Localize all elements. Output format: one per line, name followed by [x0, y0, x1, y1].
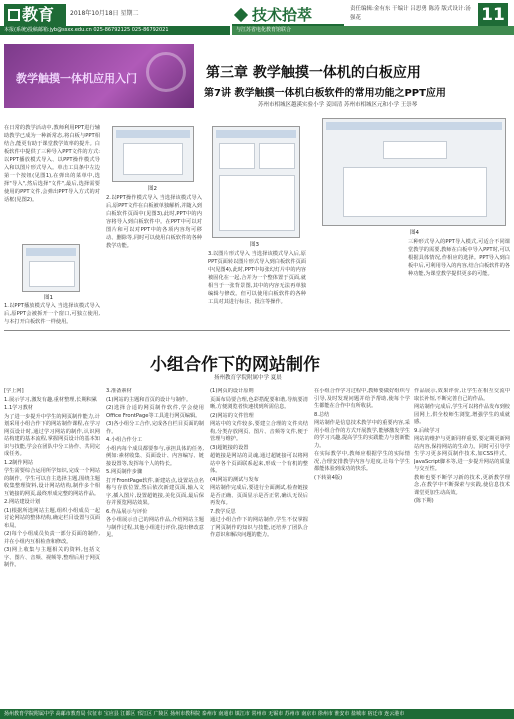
- editor-credits: 责任编辑:金有东 干编计 吕思勇 陈涛 版式设计:汤强花: [350, 6, 471, 21]
- paragraph: 4.小组合作分工: [106, 437, 143, 443]
- paragraph: 学生需要综合运用所学知识,完成一个网站的制作。学生可以自主选择主题,围绕主题收集整理资料,设计网站结构,制作多个相互链接的网页,最终形成完整的网站作品。: [4, 468, 100, 497]
- paragraph: (1)网站的主题和首页的设计与制作。: [106, 396, 192, 403]
- article1-paragraph-1: 在日常的教学活动中,教师利用PPT进行辅助教学已成为一种新常态,将白板与PPT相结合,能更有助于课堂教学效率的提升。白板软件中提供了三种导入PPT文件的方式:以PPT播放模式导入、以PPT操作模式导入和以图片形式导入。单击工具条中左边第一个按钮(见图1),在弹出的菜单中,选择"导入",然后选择"文件",最后,选择需要使用的PPT文件,会弹出PPT导入方式的对话框(见图2)。: [4, 125, 100, 203]
- article2-title: 小组合作下的网站制作: [150, 355, 320, 375]
- series-banner: [4, 44, 194, 108]
- paragraph: 为了进一步提升中学生的网页制作能力,计划采用小组合作下的网站制作课程,在学习网页设计时,通过学习网站的制作,认识网站构建的基本流程,掌握网页设计的基本知识与技能,学会在团队中分工协作、共同完成任务。: [4, 413, 100, 457]
- paragraph: (3)各小组分工合作,完成各自栏目页面的制作。: [106, 421, 204, 435]
- article2-column-4: [314, 388, 410, 706]
- figure-3-caption: 图3: [250, 242, 259, 248]
- paragraph: (3)超链接的设置: [210, 444, 249, 451]
- contact-bar: 本报(系统)投稿邮箱:jyb@ssxx.edu.cn 025-86792125 025-86792021: [0, 26, 230, 35]
- paragraph: 在小组合作学习过程中,教师要做好组织与引导,及时发现问题并给予帮助,使每个学生都能在合作中有所收获。: [314, 388, 410, 409]
- article2-column-3: [210, 388, 308, 706]
- paragraph: (陈下期): [414, 498, 434, 504]
- paragraph: 在实际教学中,教师应根据学生的实际情况,合理安排教学内容与进度,让每个学生都能体验到成功的快乐。: [314, 451, 410, 472]
- paragraph: 页面布局要合理,色彩搭配要和谐,导航要清晰,方便浏览者快速找到所需信息。: [210, 396, 308, 410]
- figure-4-image: [322, 118, 506, 226]
- figure-1-image: [22, 244, 80, 292]
- newspaper-logo: [4, 4, 66, 26]
- page-number: 11: [478, 3, 508, 27]
- chapter-subtitle: 第7讲 教学触摸一体机白板软件的常用功能之PPT应用: [204, 88, 446, 99]
- paragraph: (2)网站的文件管理: [210, 412, 254, 419]
- paragraph: 6.作品展示与评价: [106, 508, 148, 515]
- article1-paragraph-3: 2.以PPT操作模式导入 当选择该模式导入后,原PPT文件在白板被单独解析,并随入到白板软件页面中(见图3),此时,PPT中的内容将导入到白板软件中。在PPT中可以对图片和可以对PPT中的各项内容均可移动、删除等,同时可以使用白板软件的各种教学功能。: [106, 195, 202, 249]
- paragraph: 网站制作完成后,要进行全面测试,检查链接是否正确、页面显示是否正常,确认无误后再发布。: [210, 485, 308, 506]
- paragraph: 网站制作完成后,学生可以将作品发布到校园网上,供全校师生浏览,增强学生的成就感。: [414, 404, 510, 425]
- figure-4-caption: 图4: [410, 230, 419, 236]
- page-footer: 扬州教育学院附属中学 高邮市教育局 仪征市 宝应县 江都区 邗江区 广陵区 扬州市教科院 泰州市 南通市 镇江市 常州市 无锡市 苏州市 南京市 徐州市 淮安市 盐城市 宿迁市 连云港市: [0, 709, 514, 719]
- paragraph: 网站的维护与更新同样重要,要定期更新网站内容,保持网站的生命力。同时可引导学生学习更多网页制作技术,如CSS样式、JavaScript脚本等,进一步提升网站的质量与交互性。: [414, 436, 510, 472]
- figure-2-image: [112, 126, 194, 182]
- page-header: [0, 0, 514, 36]
- paragraph: (4)网站的测试与发布: [210, 476, 259, 483]
- paragraph: 8.总结: [314, 411, 330, 418]
- banner-decoration: [146, 52, 186, 92]
- paragraph: 小组内每个成员都要参与,承担具体的任务,例如:素材收集、页面设计、内容编写、链接设置等,发挥每个人的特长。: [106, 445, 204, 467]
- paragraph: 1.2制作网站: [4, 459, 33, 466]
- paragraph: 各小组展示自己的网站作品,介绍网站主题与制作过程,其他小组进行评价,提出修改意见。: [106, 517, 204, 538]
- article2-author: 扬州教育学院附属中学 夏晨: [214, 375, 282, 381]
- paragraph: 超链接是网站的灵魂,通过超链接可以将网站中各个页面联系起来,形成一个有机的整体。: [210, 453, 308, 474]
- paragraph: 作品展示,效果评价,让学生在相互交流中取长补短,不断完善自己的作品。: [414, 388, 510, 402]
- paragraph: (1)根据所选网站主题,组织小组成员一起讨论网站的整体结构,确定栏目设置与页面布局。: [4, 507, 100, 529]
- article1-paragraph-5: 三种形式导入的PPT导入模式,可适合不同课堂教学的需要,教师在白板中导入PPT时,可以根据具体情况,作相应的选择。PPT导入到白板中后,可利用导入的内容,结合白板软件的各种功能,为课堂教学提供更多的可能。: [408, 239, 510, 277]
- paragraph: 2.网站建设计划: [4, 499, 41, 505]
- paragraph: 3.准备素材: [106, 388, 132, 394]
- partner-bar: 与江苏省电化教育馆联合: [232, 26, 514, 35]
- diamond-icon: [234, 8, 248, 22]
- chapter-title: 第三章 教学触摸一体机的白板应用: [206, 65, 421, 81]
- paragraph: 教师也要不断学习新的技术,更新教学理念,在教学中不断探索与实践,使信息技术课堂更加生动高效。: [414, 474, 510, 496]
- paragraph: 1.展示学习,激发有趣,重材整理,长期积累: [4, 396, 97, 403]
- paragraph: (2)选择合适的网页制作软件,学会使用Office FrontPage等工具进行网页编辑。: [106, 405, 204, 419]
- section-title: [232, 4, 344, 26]
- paragraph: 网站制作是信息技术教学中的重要内容,采用小组合作的方式开展教学,能够激发学生的学习兴趣,提高学生的实践能力与创新能力。: [314, 420, 410, 449]
- article-divider: [4, 330, 510, 331]
- article1-paragraph-4: 3.以图片形式导入 当选择该模式导入后,原PPT页面转以图片形式导入到白板软件页面中(见图4),此时,PPT中每张幻灯片中的内容被固化在一起,合并为一个整体置于页面,就相当于一张背景图,其中的内容无法再单独编辑与修改。但可以使用白板软件的各种工具对其进行标注、批注等操作。: [208, 251, 306, 305]
- article1-paragraph-2: 1.以PPT播放模式导入 当选择该模式导入后,原PPT会被拆开一个窗口,可独立使用,与本打开白板软件一样使用。: [4, 303, 100, 325]
- paragraph: [学上网]: [4, 388, 24, 394]
- paragraph: 5.网页制作步骤: [106, 469, 143, 475]
- paragraph: (1)网页的设计原则: [210, 388, 254, 394]
- section-title-text: 技术拾萃: [252, 6, 313, 24]
- article2-column-5: [414, 388, 510, 706]
- figure-1-caption: 图1: [44, 295, 53, 301]
- article-author: 苏州市相城区越溪实验小学 姜国清 苏州市相城区元和小学 王崇琴: [258, 102, 418, 108]
- figure-2-caption: 图2: [148, 186, 157, 192]
- paragraph: 打开FrontPage软件,新建站点,设置站点名称与存放位置,然后依次新建页面,输入文字,插入图片,设置超链接,美化页面,最后保存并预览网站效果。: [106, 477, 204, 506]
- article2-column-2: [106, 388, 204, 706]
- paragraph: 通过小组合作下的网站制作,学生不仅掌握了网页制作的知识与技能,还培养了团队合作意识和解决问题的能力。: [210, 517, 308, 538]
- logo-mark-icon: [8, 9, 20, 21]
- paragraph: 9.后续学习: [414, 427, 440, 434]
- article2-column-1: [4, 388, 100, 706]
- banner-text: 教学触摸一体机应用入门: [16, 72, 137, 85]
- paragraph: (2)每个小组成员负责一部分页面的制作,并在小组内互相检查和修改。: [4, 531, 100, 545]
- paragraph: 网站中的文件较多,要建立合理的文件夹结构,分类存放网页、图片、音频等文件,便于管理与维护。: [210, 421, 308, 442]
- paragraph: (下转第4版): [314, 474, 343, 481]
- paragraph: 7.教学反思: [210, 508, 236, 515]
- paragraph: 1.1学习教材: [4, 405, 33, 411]
- issue-date: 2018年10月18日 星期二: [70, 10, 139, 17]
- figure-3-image: [212, 126, 300, 238]
- logo-text: 教育: [22, 5, 55, 24]
- paragraph: (3)网上收集与主题相关的资料,包括文字、图片、音频、视频等,整理后用于网页制作。: [4, 547, 100, 568]
